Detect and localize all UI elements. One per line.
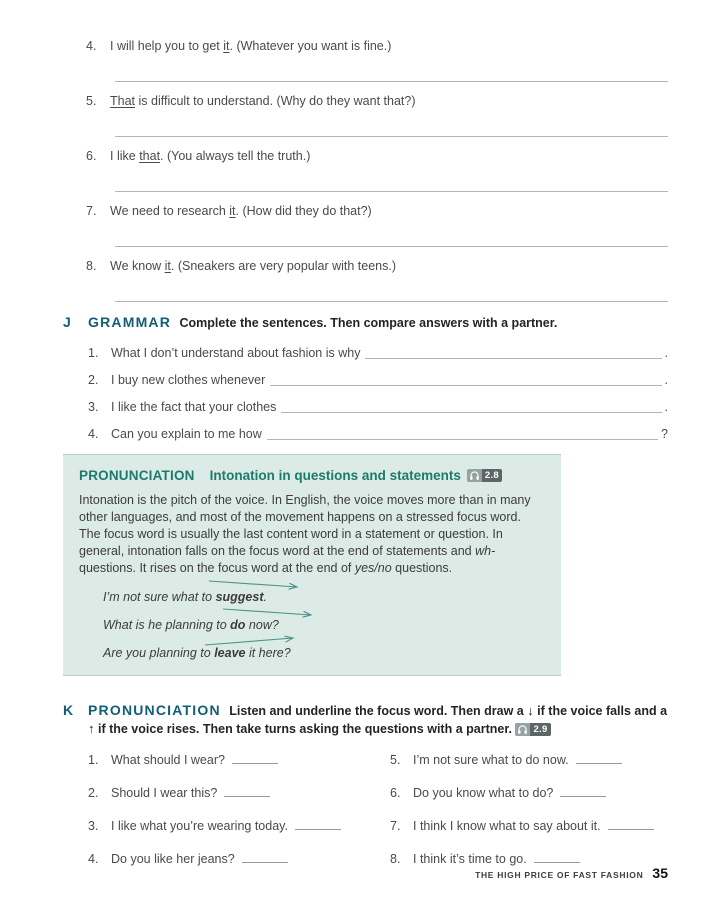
page-number: 35 (652, 865, 668, 881)
item-number: 4. (88, 852, 99, 866)
item-text: What should I wear? (111, 752, 278, 768)
end-punctuation: . (664, 373, 668, 387)
item-text: I like that. (You always tell the truth.) (110, 149, 311, 163)
list-item (390, 785, 654, 801)
list-item (88, 399, 668, 415)
answer-blank (242, 852, 288, 863)
list-item (86, 148, 668, 192)
list-item (88, 818, 390, 834)
headphones-icon (515, 723, 530, 736)
list-item (88, 752, 390, 768)
item-number: 8. (390, 852, 401, 866)
list-item (86, 258, 668, 302)
pronunciation-info-box (63, 454, 561, 676)
item-number: 7. (86, 204, 97, 218)
box-label: PRONUNCIATION (79, 468, 195, 483)
item-text: I’m not sure what to do now. (413, 752, 622, 768)
answer-blank-line (365, 345, 661, 359)
list-item (86, 203, 668, 247)
item-number: 3. (88, 400, 99, 414)
headphones-icon (467, 469, 482, 482)
audio-track-number: 2.9 (530, 723, 550, 736)
answer-blank-line (115, 135, 668, 137)
underlined-word: it (229, 204, 236, 218)
sentence-row (86, 93, 668, 109)
audio-track-number: 2.8 (482, 469, 502, 482)
focus-word: do (230, 618, 246, 632)
item-text: I buy new clothes whenever (111, 373, 266, 387)
section-instruction: Listen and underline the focus word. Then draw a ↓ if the voice falls and a ↑ if the voice rises. Then take turns asking the questions with a partner. 2.9 (88, 703, 668, 736)
item-number: 6. (390, 786, 401, 800)
example-sentence: Are you planning to leave it here? (103, 645, 543, 661)
list-item (88, 851, 390, 867)
item-number: 2. (88, 786, 99, 800)
list-item (390, 818, 654, 834)
intonation-examples (103, 589, 543, 661)
focus-word: suggest (215, 590, 264, 604)
pronunciation-exercise-section (63, 702, 668, 884)
item-text: I think it’s time to go. (413, 851, 580, 867)
item-number: 4. (86, 39, 97, 53)
item-text: I like what you’re wearing today. (111, 818, 341, 834)
underlined-word: it (223, 39, 230, 53)
answer-blank (576, 753, 622, 764)
end-punctuation: . (664, 400, 668, 414)
underlined-word: it (164, 259, 171, 273)
item-text: We know it. (Sneakers are very popular with teens.) (110, 259, 397, 273)
example-sentence: I’m not sure what to suggest. (103, 589, 543, 605)
question-column-left (88, 752, 390, 884)
box-paragraph: Intonation is the pitch of the voice. In English, the voice moves more than in many other languages, and most of the movement happens on a stressed focus word. The focus word is usually the last content word in a statement or question. In general, intonation falls on the focus word at the end of statements and wh-questions. It rises on the focus word at the end of yes/no questions. (79, 493, 531, 575)
section-instruction: Complete the sentences. Then compare answers with a partner. (179, 316, 558, 330)
list-item (88, 372, 668, 388)
answer-blank-line (267, 426, 658, 440)
answer-blank (608, 819, 654, 830)
answer-blank (295, 819, 341, 830)
sentence-row (86, 38, 668, 54)
item-number: 6. (86, 149, 97, 163)
unit-title: THE HIGH PRICE OF FAST FASHION (475, 870, 644, 880)
answer-blank (560, 786, 606, 797)
list-item (88, 426, 668, 442)
italic-term: wh- (475, 544, 496, 558)
end-punctuation: . (664, 346, 668, 360)
item-number: 5. (390, 753, 401, 767)
section-title: GRAMMAR (88, 314, 172, 330)
answer-blank (232, 753, 278, 764)
grammar-section (63, 314, 668, 442)
answer-blank-line (270, 372, 661, 386)
item-text: What I don’t understand about fashion is why (111, 346, 361, 360)
answer-blank (534, 852, 580, 863)
item-text: Do you know what to do? (413, 785, 606, 801)
focus-word: leave (214, 646, 246, 660)
section-letter: J (63, 314, 71, 330)
audio-track-badge (467, 469, 502, 482)
sentence-row (86, 148, 668, 164)
item-number: 5. (86, 94, 97, 108)
item-number: 2. (88, 373, 99, 387)
sentence-row (86, 203, 668, 219)
item-number: 3. (88, 819, 99, 833)
item-number: 4. (88, 427, 99, 441)
example-sentence: What is he planning to do now? (103, 617, 543, 633)
item-text: Should I wear this? (111, 785, 270, 801)
italic-term: yes/no (354, 561, 392, 575)
down-arrow-icon: ↓ (527, 703, 534, 718)
item-text: I think I know what to say about it. (413, 818, 654, 834)
box-title: Intonation in questions and statements (209, 468, 461, 483)
section-letter: K (63, 702, 74, 718)
list-item (86, 38, 668, 82)
audio-track-badge (515, 723, 550, 736)
item-text: That is difficult to understand. (Why do they want that?) (110, 94, 416, 108)
list-item (88, 345, 668, 361)
item-number: 1. (88, 753, 99, 767)
up-arrow-icon: ↑ (88, 721, 95, 736)
underlined-word: that (139, 149, 161, 163)
item-text: I like the fact that your clothes (111, 400, 277, 414)
section-title: PRONUNCIATION (88, 702, 221, 718)
underlined-word: That (110, 94, 136, 108)
grammar-item-list (88, 345, 668, 442)
item-number: 1. (88, 346, 99, 360)
item-text: We need to research it. (How did they do that?) (110, 204, 372, 218)
list-item (86, 93, 668, 137)
page-footer (475, 865, 668, 881)
item-text: Can you explain to me how (111, 427, 262, 441)
item-text: I will help you to get it. (Whatever you want is fine.) (110, 39, 392, 53)
answer-blank-line (115, 190, 668, 192)
sentence-row (86, 258, 668, 274)
list-item (390, 752, 654, 768)
answer-blank-line (115, 245, 668, 247)
list-item (88, 785, 390, 801)
answer-blank (224, 786, 270, 797)
box-heading (79, 468, 543, 483)
end-punctuation: ? (661, 427, 668, 441)
item-number: 8. (86, 259, 97, 273)
item-number: 7. (390, 819, 401, 833)
answer-blank-line (281, 399, 661, 413)
answer-blank-line (115, 80, 668, 82)
sentence-rewrite-exercise (63, 38, 668, 302)
answer-blank-line (115, 300, 668, 302)
item-text: Do you like her jeans? (111, 851, 288, 867)
